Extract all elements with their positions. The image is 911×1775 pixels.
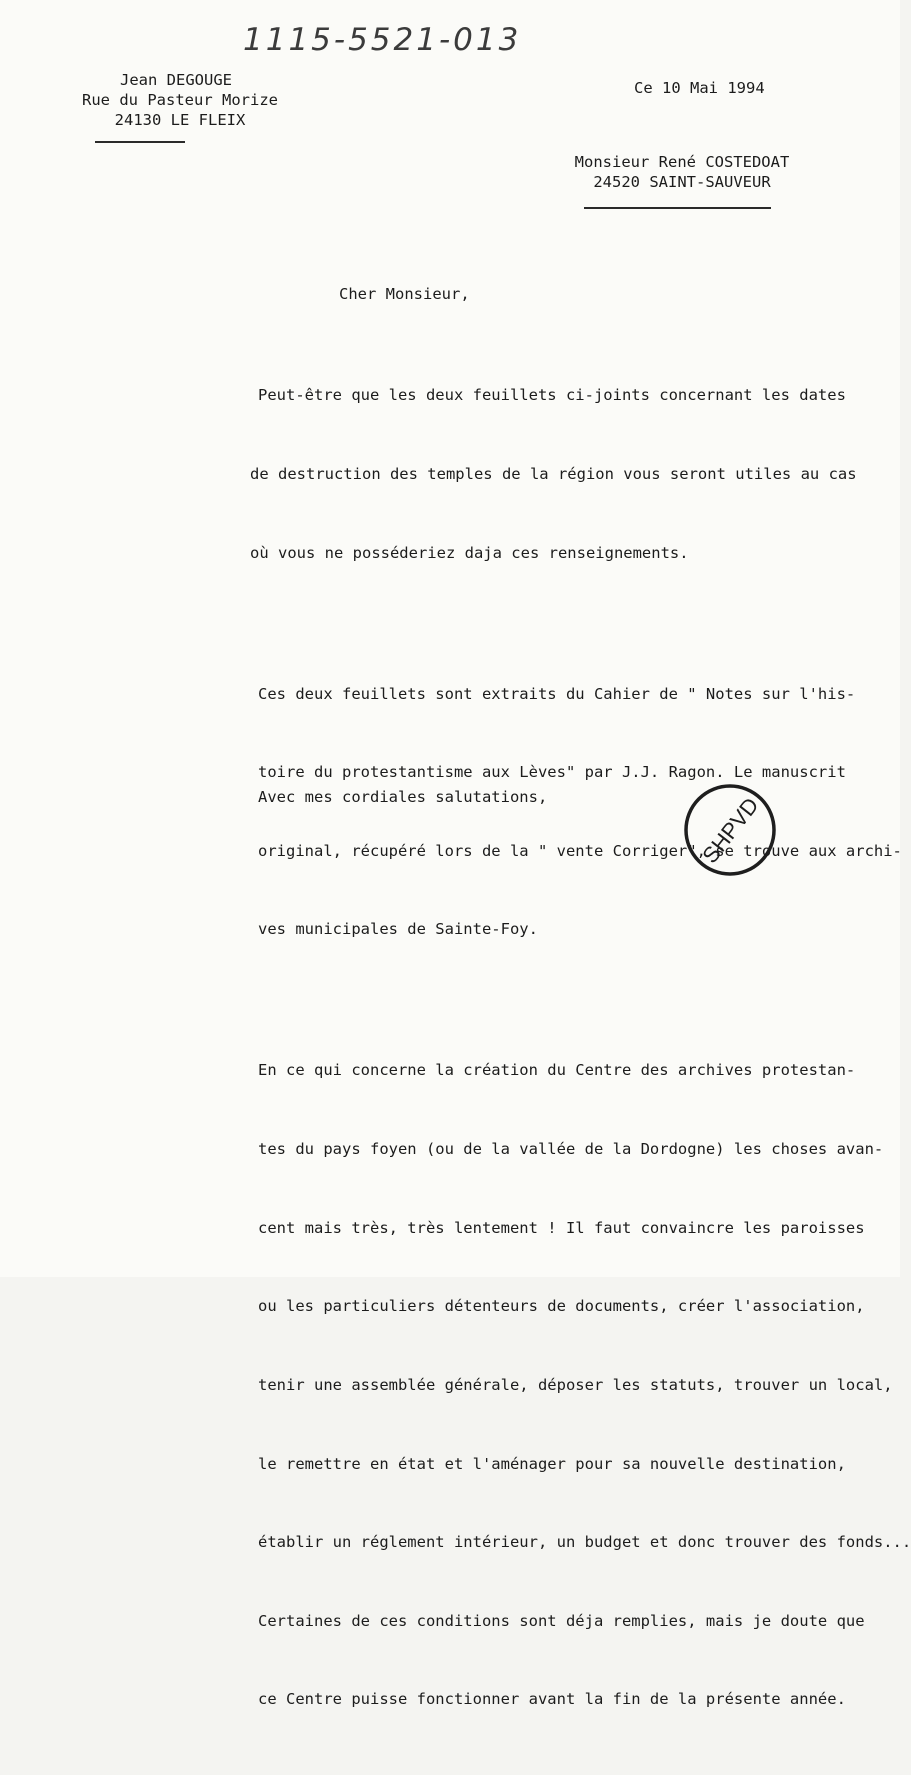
shpvd-stamp xyxy=(682,782,778,878)
paragraph-line: tenir une assemblée générale, déposer les statuts, trouver un local, xyxy=(258,1375,893,1394)
paragraph-line: En ce qui concerne la création du Centre des archives protestan- xyxy=(258,1061,856,1080)
recipient-city: 24520 SAINT-SAUVEUR xyxy=(593,173,771,191)
recipient-name: Monsieur René COSTEDOAT xyxy=(574,153,790,171)
archive-reference-number: 1115-5521-013 xyxy=(243,22,522,58)
paragraph-line: Ces deux feuillets sont extraits du Cahier de " Notes sur l'his- xyxy=(258,684,856,703)
body-paragraph xyxy=(258,1005,911,1765)
salutation: Cher Monsieur, xyxy=(339,285,470,303)
paragraph-line: ce Centre puisse fonctionner avant la fin de la présente année. xyxy=(258,1690,846,1709)
paragraph-line: établir un réglement intérieur, un budget et donc trouver des fonds... xyxy=(258,1533,911,1552)
sender-divider xyxy=(95,141,185,143)
recipient-block xyxy=(562,152,802,192)
paragraph-line: Certaines de ces conditions sont déja remplies, mais je doute que xyxy=(258,1611,865,1630)
sender-name: Jean DEGOUGE xyxy=(120,71,232,89)
paragraph-line: original, récupéré lors de la " vente Corriger", se trouve aux archi- xyxy=(258,841,902,860)
sender-block xyxy=(65,70,295,130)
paragraph-line: ou les particuliers détenteurs de documents, créer l'association, xyxy=(258,1297,865,1316)
body-paragraph xyxy=(250,330,858,618)
paragraph-line: ves municipales de Sainte-Foy. xyxy=(258,920,538,939)
recipient-divider xyxy=(584,207,771,209)
paragraph-line: de destruction des temples de la région vous seront utiles au cas xyxy=(250,465,857,484)
paragraph-line: Peut-être que les deux feuillets ci-joints concernant les dates xyxy=(258,386,846,405)
paragraph-line: cent mais très, très lentement ! Il faut convaincre les paroisses xyxy=(258,1218,865,1237)
paragraph-line: tes du pays foyen (ou de la vallée de la Dordogne) les choses avan- xyxy=(258,1140,884,1159)
sender-street: Rue du Pasteur Morize xyxy=(82,91,278,109)
letter-body xyxy=(250,330,911,1775)
svg-text:SHPVD: SHPVD xyxy=(697,792,764,868)
closing-salutation: Avec mes cordiales salutations, xyxy=(258,788,548,806)
paragraph-line: le remettre en état et l'aménager pour sa nouvelle destination, xyxy=(258,1454,846,1473)
paragraph-line: où vous ne posséderiez daja ces renseignements. xyxy=(250,543,689,562)
sender-city: 24130 LE FLEIX xyxy=(114,111,246,129)
paragraph-line: toire du protestantisme aux Lèves" par J.J. Ragon. Le manuscrit xyxy=(258,763,846,782)
letter-date: Ce 10 Mai 1994 xyxy=(634,79,765,97)
